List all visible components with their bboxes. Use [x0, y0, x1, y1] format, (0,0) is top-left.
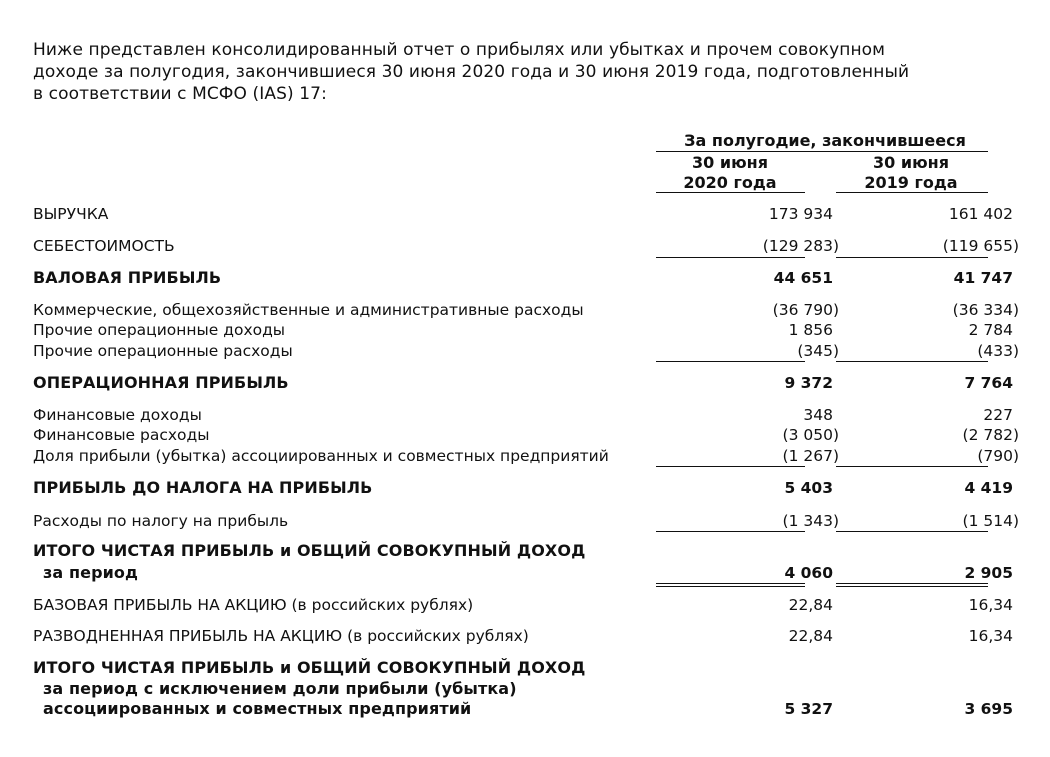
value-2020: (129 283) [762, 237, 839, 255]
value-2019: 3 695 [964, 700, 1013, 718]
row-other-operating-income [33, 320, 1013, 340]
row-label: Коммерческие, общехозяйственные и административные расходы [33, 301, 584, 319]
value-2020: (1 267) [782, 447, 839, 465]
subtotal-rule [656, 361, 805, 362]
subtotal-rule [836, 257, 988, 258]
row-adjusted-net-profit-cont [33, 679, 993, 699]
value-2020: 173 934 [768, 205, 833, 223]
subtotal-rule [656, 466, 805, 467]
value-2019: (433) [977, 342, 1019, 360]
value-2019: (2 782) [962, 426, 1019, 444]
row-label: Финансовые расходы [33, 426, 210, 444]
row-label: БАЗОВАЯ ПРИБЫЛЬ НА АКЦИЮ (в российских рублях) [33, 596, 474, 614]
column-header-2020 [655, 153, 805, 193]
intro-line: Ниже представлен консолидированный отчет о прибылях или убытках и прочем совокупном [33, 40, 886, 60]
subtotal-rule [656, 531, 805, 532]
value-2019: 16,34 [968, 596, 1013, 614]
value-2020: 5 327 [784, 700, 833, 718]
value-2019: 4 419 [964, 479, 1013, 497]
value-2019: (1 514) [962, 512, 1019, 530]
row-share-of-associates [33, 446, 1019, 466]
total-double-rule [656, 583, 805, 584]
row-label: ВАЛОВАЯ ПРИБЫЛЬ [33, 268, 222, 287]
row-label: Финансовые доходы [33, 406, 202, 424]
row-label: за период [43, 563, 139, 582]
row-label: Расходы по налогу на прибыль [33, 512, 289, 530]
row-finance-income [33, 405, 1013, 425]
period-header-rule [656, 151, 988, 152]
value-2019: (790) [977, 447, 1019, 465]
value-2020: 348 [803, 406, 833, 424]
row-diluted-eps [33, 626, 1013, 646]
value-2020: (36 790) [772, 301, 839, 319]
column-header-2019-date: 30 июня [873, 153, 949, 172]
column-header-2020-rule [656, 192, 805, 193]
row-label: ПРИБЫЛЬ ДО НАЛОГА НА ПРИБЫЛЬ [33, 478, 373, 497]
value-2019: 7 764 [964, 374, 1013, 392]
row-gross-profit [33, 268, 1013, 288]
column-header-2020-year: 2020 года [683, 173, 777, 192]
value-2019: 16,34 [968, 627, 1013, 645]
value-2020: (3 050) [782, 426, 839, 444]
row-finance-costs [33, 425, 1019, 445]
total-double-rule [836, 586, 988, 587]
value-2019: 2 784 [968, 321, 1013, 339]
value-2020: (345) [797, 342, 839, 360]
intro-line: доходе за полугодия, закончившиеся 30 июня 2020 года и 30 июня 2019 года, подготовленный [33, 62, 910, 82]
value-2019: (36 334) [952, 301, 1019, 319]
row-revenue [33, 204, 1013, 224]
total-double-rule [836, 583, 988, 584]
total-double-rule [656, 586, 805, 587]
column-header-2019 [836, 153, 986, 193]
value-2020: 22,84 [788, 596, 833, 614]
row-basic-eps [33, 595, 1013, 615]
subtotal-rule [836, 531, 988, 532]
value-2020: 1 856 [788, 321, 833, 339]
value-2019: (119 655) [942, 237, 1019, 255]
value-2020: 5 403 [784, 479, 833, 497]
row-label: ВЫРУЧКА [33, 205, 109, 223]
column-header-2019-rule [836, 192, 988, 193]
row-adjusted-net-profit-cont [33, 699, 1013, 719]
row-profit-before-tax [33, 478, 1013, 498]
row-sga-expenses [33, 300, 1019, 320]
row-label: ассоциированных и совместных предприятий [43, 699, 472, 718]
row-operating-profit [33, 373, 1013, 393]
row-label: Доля прибыли (убытка) ассоциированных и совместных предприятий [33, 447, 609, 465]
column-header-2020-date: 30 июня [692, 153, 768, 172]
intro-line: в соответствии с МСФО (IAS) 17: [33, 84, 327, 104]
row-cost-of-sales [33, 236, 1019, 256]
row-total-net-profit-cont [33, 563, 1013, 583]
period-header: За полугодие, закончившееся [684, 131, 966, 150]
value-2019: 2 905 [964, 564, 1013, 582]
row-label: ОПЕРАЦИОННАЯ ПРИБЫЛЬ [33, 373, 289, 392]
row-label: за период с исключением доли прибыли (убытка) [43, 679, 517, 698]
value-2019: 227 [983, 406, 1013, 424]
intro-paragraph [33, 39, 1023, 105]
row-label: Прочие операционные доходы [33, 321, 286, 339]
subtotal-rule [836, 466, 988, 467]
subtotal-rule [836, 361, 988, 362]
value-2019: 41 747 [953, 269, 1013, 287]
row-income-tax [33, 511, 1019, 531]
value-2020: 44 651 [773, 269, 833, 287]
row-label: РАЗВОДНЕННАЯ ПРИБЫЛЬ НА АКЦИЮ (в российских рублях) [33, 627, 529, 645]
row-label: СЕБЕСТОИМОСТЬ [33, 237, 175, 255]
value-2020: 9 372 [784, 374, 833, 392]
value-2020: (1 343) [782, 512, 839, 530]
row-other-operating-expenses [33, 341, 1019, 361]
value-2020: 4 060 [784, 564, 833, 582]
column-header-2019-year: 2019 года [864, 173, 958, 192]
row-label: Прочие операционные расходы [33, 342, 293, 360]
value-2019: 161 402 [948, 205, 1013, 223]
row-adjusted-net-profit [33, 658, 993, 678]
row-label: ИТОГО ЧИСТАЯ ПРИБЫЛЬ и ОБЩИЙ СОВОКУПНЫЙ ДОХОД [33, 658, 586, 677]
row-label: ИТОГО ЧИСТАЯ ПРИБЫЛЬ и ОБЩИЙ СОВОКУПНЫЙ ДОХОД [33, 541, 586, 560]
subtotal-rule [656, 257, 805, 258]
value-2020: 22,84 [788, 627, 833, 645]
row-total-net-profit [33, 541, 993, 561]
